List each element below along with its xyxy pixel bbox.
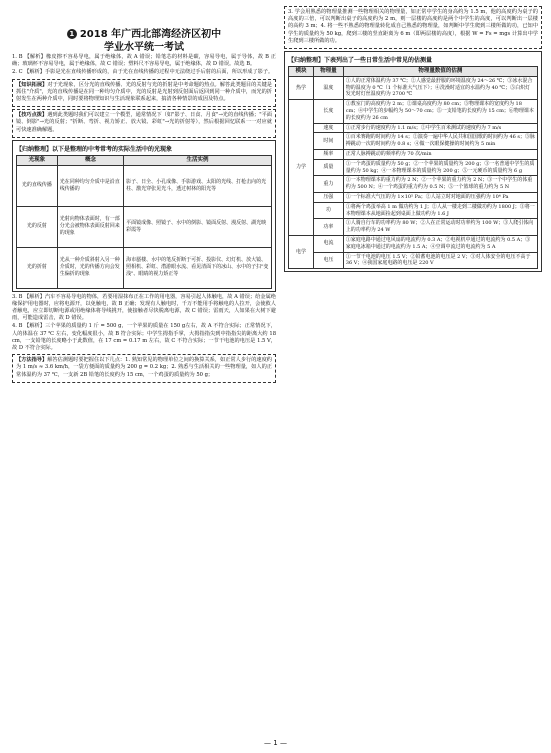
estimate-cell: ①一节干电池的电压 1.5 V；②铅蓄电池的电压是 2 V；③对人体安全的电压不高于 36 V；④我国家庭电路的电压是 220 V <box>343 252 537 269</box>
table-cell: 光的折射 <box>17 247 58 288</box>
method-box: 【方法指导】解答估测题时要把握住以下几点：1. 熟知常见的物理单位之间的换算关系，如正常人步行的速度约为 1 m/s ≈ 3.6 km/h，一袋方便面的质量约为 200 g = 0.2 kg；2. 熟悉与生活相关的一些物理量，如人的正常体温约为 37 ℃，一支新 2B 铅笔的长度约为 15 cm，一个鸡蛋的质量约为 50 g； <box>12 354 276 383</box>
skill-box: 【技巧点拨】遇到此类题时我们可以建立一个模型，通常情况下（如"影子、日食、月食"→光的直线传播；"平面镜、倒影"→光的反射；"折断、弯折、视力矫正、放大镜、彩虹"→光的折射等），然后根据回忆联系一一对应就可快速准确解题。 <box>12 109 276 138</box>
quantity-cell: 功率 <box>313 219 343 236</box>
answer-4: 4. B 【解析】三个苹果的质量约 1 斤 = 500 g，一个苹果的质量在 150 g左右，故 A 不符合实际；正常情况下，人的体温在 37 ℃ 左右，变化幅度很小，故 B 符合实际；中学生拇指手掌，大拇指指尖到中指指尖的距离大约 18 cm，一支铅笔的长度略小于此数值，在 17 cm = 0.17 m 左右，故 C 不符合实际；一节干电池的电压是 1.5 V，故 D 不符合实际。 <box>12 323 276 352</box>
estimate-cell: ①人的正常体温约为 37 ℃；②人感觉最舒服的环境温度为 24～26 ℃；③冰水混合物的温度为 0 ℃（1 个标准大气压下）；④洗澡时适宜的水温约为 40 ℃；⑤白炽灯发光时灯丝温度约为 2700 ℃ <box>343 76 537 99</box>
page-title: 1 2018 年广西北部湾经济区初中 学业水平统一考试 <box>12 28 276 54</box>
quantity-cell: 速度 <box>313 123 343 133</box>
table-row <box>289 219 538 236</box>
table-row <box>289 100 538 123</box>
quantity-cell: 时间 <box>313 133 343 150</box>
table-row <box>289 133 538 150</box>
quantity-cell: 长度 <box>313 100 343 123</box>
estimate-cell: 正常人脉搏跳动的频率约为 70 次/min <box>343 149 537 159</box>
knowledge-box: 【知识拓展】对于光现象，区分光的直线传播、光的反射与光的折射是中考命题的热点。解答此类题目的关键是抓住"介质"，光的直线传播是在同一种均匀介质中，光的反射是光射到反射面后返回到同一种介质中，而光的折射发生在两种介质中，同时要将物理知识与生活现象联系起来，搞清各种情景的成因及特点。 <box>12 79 276 108</box>
light-table <box>16 155 272 289</box>
estimate-cell: ①百米赛跑的时间约为 14 s；②演奏一遍中华人民共和国国歌的时间约为 46 s；③脉搏跳动一次的时间约为 0.8 s；④做一次眼保健操的时间约为 5 min <box>343 133 537 150</box>
table-row <box>289 123 538 133</box>
table-header: 生活实例 <box>124 155 272 165</box>
estimate-table <box>288 66 538 269</box>
light-table-title: 【归纳整理】以下是整理的中考常考的实际生活中的光现象 <box>16 145 173 153</box>
table-row <box>17 206 272 247</box>
light-table-box <box>12 140 276 292</box>
table-cell: 光从一种介质斜射入另一种介质时，光的传播方向会发生偏折的现象 <box>57 247 123 288</box>
estimate-cell: ①一本物理课本的重力约为 2 N；②一个苹果的重力约为 2 N；③一个中学生的体重约为 500 N；④一个鸡蛋的重力约为 0.5 N；⑤一个篮球的重力约为 5 N <box>343 176 537 193</box>
estimate-cell: ①一个鸡蛋的质量约为 50 g；②一个苹果的质量约为 200 g；③一名普通中学生的质量约为 50 kg；④一本物理课本的质量约为 200 g；⑤一元硬币的质量约为 6 g <box>343 159 537 176</box>
quantity-cell: 电压 <box>313 252 343 269</box>
quantity-cell: 质量 <box>313 159 343 176</box>
quantity-cell: 电流 <box>313 235 343 252</box>
table-cell: 影子、日全、小孔成像、手影游戏、太阳的光线、打枪击向的光柱、激光穿张见光斗，透过树林的阳光等 <box>124 165 272 206</box>
table-row <box>289 252 538 269</box>
table-row <box>17 247 272 288</box>
badge: 1 <box>67 29 77 39</box>
left-column <box>12 0 276 385</box>
estimate-cell: ①一个标准大气压的为 1×10⁵ Pa；②人站立时对地面的压强约为 10⁴ Pa <box>343 192 537 202</box>
quantity-cell: 功 <box>313 202 343 219</box>
table-header: 概念 <box>57 155 123 165</box>
module-cell: 热学 <box>289 76 314 99</box>
estimate-cell: ①正常步行的速度约为 1.1 m/s；②中学生百米测试的速度约为 7 m/s <box>343 123 537 133</box>
answer-2: 2. C 【解析】手影是光在直线传播形成的，由于光在直线传播的过程中无法绕过手后射的后面，所以形成了影子。 <box>12 69 274 76</box>
table-header: 模块 <box>289 67 314 77</box>
table-cell: 光的反射 <box>17 206 58 247</box>
quantity-cell: 压强 <box>313 192 343 202</box>
estimate-cell: ①人骑自行车的功率约为 80 W；②人在正常运动时功率约为 100 W；③人爬引体向上的功率约为 24 W <box>343 219 537 236</box>
table-header: 光现象 <box>17 155 58 165</box>
table-cell: 海市蜃楼、水中的笔反折断于可折、投影仪、幻灯机、放大镜、照相机、彩虹、潜游眼水流、看见清面下的冰山、水中的子扫"变浅"、眼睛的视力矫正等 <box>124 247 272 288</box>
table-header: 物理量 <box>313 67 343 77</box>
right-column <box>284 4 542 274</box>
table-row <box>289 202 538 219</box>
quantity-cell: 温度 <box>313 76 343 99</box>
module-cell: 力学 <box>289 100 314 236</box>
answer-1: 1. B 【解析】橡皮擦不容易导电，属于绝缘体，故 A 错误；铅笔芯的材料是碳，容易导电，属于导体，故 B 正确；玻璃杯不容易导电，属于绝缘体，故 C 错误；塑料尺不容易导电，属于绝缘体，故 D 错误。故选 B。 <box>12 54 276 68</box>
table-row <box>289 159 538 176</box>
estimate-table-title: 【归纳整理】下表列出了一些日常生活中常见的估测量 <box>288 57 433 65</box>
estimate-cell: ①教室门的高度约为 2 m；②课桌高度约为 80 cm；③物理课本的宽度约为 18 cm；④中学生的步幅约为 50～70 cm；⑤一支铅笔的长度约为 15 cm；⑥物理课本的长度约为 26 cm <box>343 100 537 123</box>
page-number: — 1 — <box>264 739 287 747</box>
table-row <box>289 235 538 252</box>
estimate-table-box <box>284 51 542 272</box>
quantity-cell: 重力 <box>313 176 343 193</box>
table-row <box>289 76 538 99</box>
table-header: 物理量数值的估测 <box>343 67 537 77</box>
module-cell: 电学 <box>289 235 314 268</box>
table-cell: 平面镜成像、照镜子、水中的倒影、镜面反射、漫反射、湖光映彩霞等 <box>124 206 272 247</box>
estimate-cell: ①将两个鸡蛋举高 1 m 做功约为 1 J；②人从一楼走到二楼做功约为 1800 J；③将一本物理课本从地面捡起到桌面上做功约为 1.6 J <box>343 202 537 219</box>
table-cell: 光射向物体表面时，有一部分光会被物体表面反射回来的现象 <box>57 206 123 247</box>
table-row <box>289 149 538 159</box>
table-row <box>289 176 538 193</box>
table-cell: 光的直线传播 <box>17 165 58 206</box>
estimate-cell: ①家庭电路中通过电风扇的电流约为 0.3 A；②电视机中通过的电流约为 0.5 A；③家庭电冰箱中通过的电流约为 1.5 A；④空调中流过的电流约为 5 A <box>343 235 537 252</box>
table-cell: 光在同种均匀介质中是沿直线传播的 <box>57 165 123 206</box>
table-row <box>289 192 538 202</box>
answer-3: 3. B 【解析】汽车不容易导电的物体，若要用湿抹布正在工作的用电器，容易引起人体触电，故 A 错误；给金属绝缘保护用电器时，应将电源开，以免触电，故 B 正确；发现有人触电时，千万不能用手将触电的人拉开，会使救人者触电，应立即切断电源或用绝缘体将导线挑开，使接触者尽快脱离电源，故 C 错误；雷雨天，人如果在大树下避雨，可能造成雷击，故 D 错误。 <box>12 293 276 322</box>
table-row <box>17 165 272 206</box>
quantity-cell: 频率 <box>313 149 343 159</box>
method-continued: 3. 学会用熟悉的物理量推测一些物理相关的物理量，如正常中学生的身高约为 1.5 m，他的高度约为桌子的高度的三倍，可以判断出桌子的高度约为 2 m，则一层楼的高度约是两个中学生的高度，可以判断出一层楼的高约 3 m；4. 将一些不熟悉的物理量转化成自己熟悉的物理量，如判断中学生爬到三楼所做的功，已知中学生的质量约为 50 kg，爬到三楼的竖直距离为 6 m（即两层楼的高度），根据 W = Fs = mgs 计算出中学生爬到三楼所做的功。 <box>284 6 542 49</box>
